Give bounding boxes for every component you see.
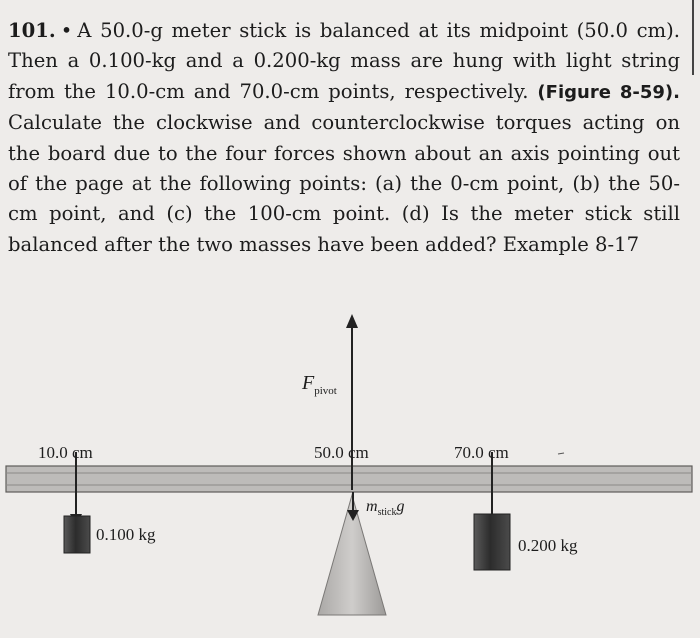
m-stick-g: g <box>396 498 405 515</box>
label-70cm: 70.0 cm <box>454 443 509 462</box>
label-mass-right: 0.200 kg <box>518 536 578 555</box>
problem-text <box>8 16 680 260</box>
f-pivot-arrowhead <box>346 314 358 328</box>
label-10cm: 10.0 cm <box>38 443 93 462</box>
m-stick-label <box>366 498 404 518</box>
figure-8-59 <box>0 300 700 638</box>
m-stick-subscript: stick <box>377 507 397 519</box>
label-50cm: 50.0 cm <box>314 443 369 462</box>
difficulty-bullet: • <box>60 19 73 42</box>
stray-mark <box>558 453 564 454</box>
problem-statement-part2: Calculate the clockwise and counterclockwise torques acting on the board due to the four forces shown about an axis pointing out of the page at the following points: (a) the 0-cm point, (b) the 50-cm point, and (c) the 100-cm point. (d) Is the meter stick still balanced after the two masses have been added? Example 8-17 <box>8 111 680 256</box>
meter-stick <box>6 466 692 492</box>
page-edge-rule <box>692 0 694 75</box>
figure-reference: (Figure 8-59). <box>537 81 680 103</box>
f-pivot-symbol: F <box>302 372 315 394</box>
mass-right-block <box>474 514 510 570</box>
mass-left-block <box>64 516 90 553</box>
figure-drawing <box>0 300 700 638</box>
f-pivot-subscript: pivot <box>314 385 337 397</box>
f-pivot-label <box>302 372 337 397</box>
label-mass-left: 0.100 kg <box>96 525 156 544</box>
problem-number: 101. <box>8 19 56 42</box>
m-stick-symbol: m <box>366 498 378 515</box>
problem-statement-part1: A 50.0-g meter stick is balanced at its midpoint (50.0 cm). Then a 0.100-kg and a 0.200-kg mass are hung with light string from the 10.0-cm and 70.0-cm points, respectively. <box>8 19 680 103</box>
